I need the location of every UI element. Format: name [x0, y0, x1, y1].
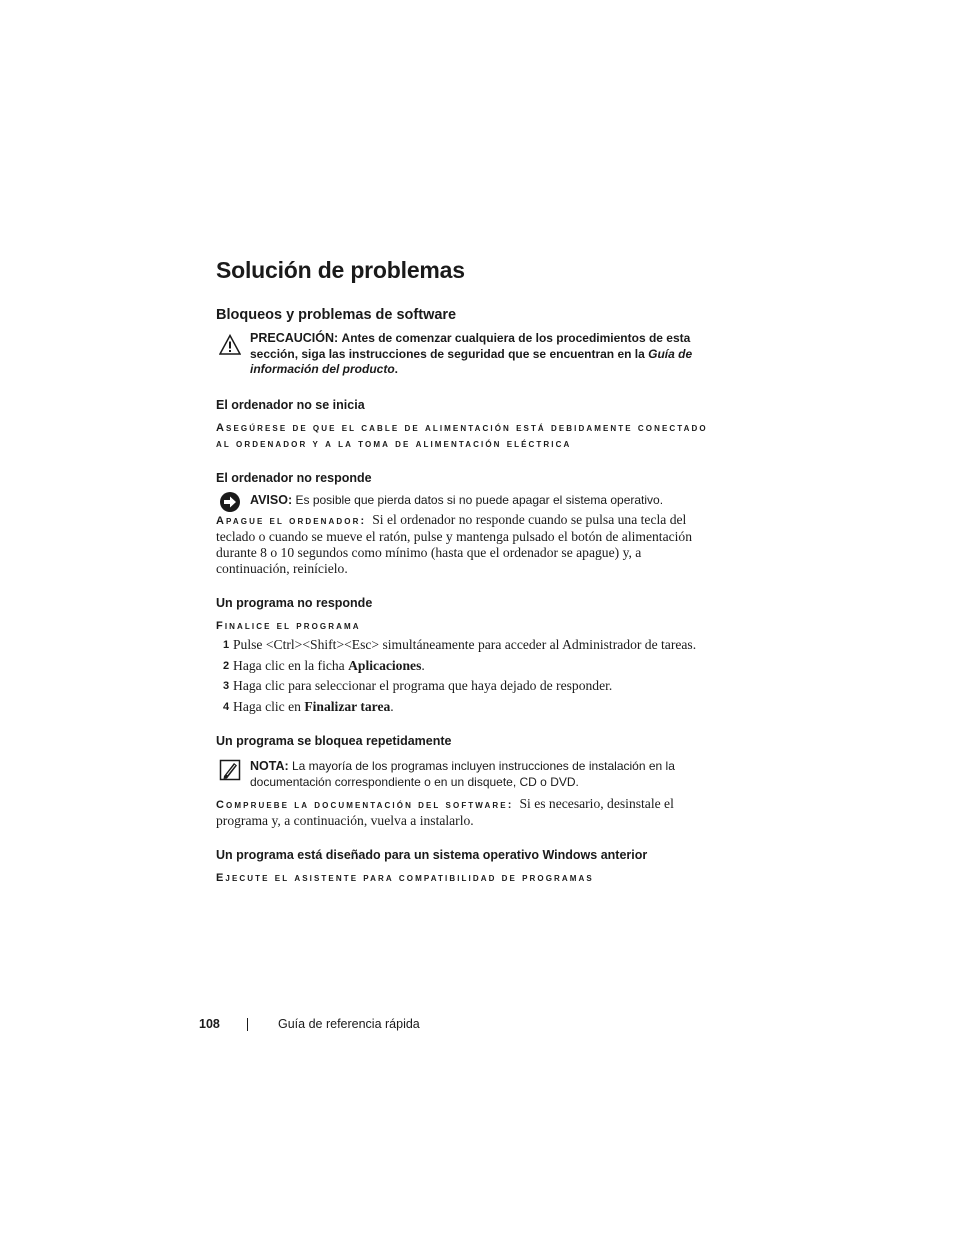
page-title: Solución de problemas — [216, 257, 465, 283]
step-bold-term: Aplicaciones — [348, 657, 422, 673]
step-item — [216, 637, 712, 654]
action-check-docs-paragraph — [216, 796, 712, 829]
warning-triangle-icon — [219, 334, 241, 356]
notice-arrow-icon — [219, 491, 241, 513]
footer-doc-title: Guía de referencia rápida — [278, 1017, 420, 1031]
section-title: Bloqueos y problemas de software — [216, 307, 457, 323]
heading-program-crashes: Un programa se bloquea repetidamente — [216, 734, 452, 748]
action-shutdown-paragraph — [216, 512, 712, 577]
caution-notice — [216, 331, 712, 378]
action-run-compat-wizard: Ejecute el asistente para compatibilidad de programas — [216, 872, 594, 884]
step-text: Haga clic para seleccionar el programa que haya dejado de responder. — [233, 678, 613, 693]
action-check-docs-text: Si es necesario, desinstale el programa y, a continuación, vuelva a instalarlo. — [216, 796, 674, 828]
page-number: 108 — [199, 1017, 220, 1031]
step-item — [216, 699, 712, 716]
action-shutdown-label: Apague el ordenador: — [216, 515, 367, 527]
action-shutdown-text: Si el ordenador no responde cuando se pulsa una tecla del teclado o cuando se mueve el ratón, pulse y mantenga pulsado el botón de alimentación durante 8 o 10 segundos como mínimo (hasta que el ordenador se apague) y, a continuación, reinícielo. — [216, 512, 693, 576]
caution-text: Antes de comenzar cualquiera de los procedimientos de esta sección, siga las instrucciones de seguridad que se encuentran en la — [250, 331, 691, 361]
step-text: Pulse <Ctrl><Shift><Esc> simultáneamente para acceder al Administrador de tareas. — [233, 637, 697, 652]
step-bold-term: Finalizar tarea — [304, 698, 391, 714]
heading-no-response: El ordenador no responde — [216, 470, 372, 485]
action-end-program: Finalice el programa — [216, 620, 361, 632]
note-pencil-icon — [219, 759, 241, 781]
step-number: 2 — [223, 659, 230, 672]
step-text-end: . — [390, 698, 394, 714]
action-check-power-cable: Asegúrese de que el cable de alimentación está debidamente conectado al ordenador y a la toma de alimentación eléctrica — [216, 421, 708, 450]
step-text: Haga clic en — [233, 698, 305, 714]
step-number: 3 — [223, 680, 230, 692]
heading-older-windows: Un programa está diseñado para un sistema operativo Windows anterior — [216, 848, 648, 862]
step-number: 4 — [223, 700, 230, 713]
caution-text-end: . — [394, 362, 399, 376]
caution-label: PRECAUCIÓN: — [250, 331, 339, 345]
heading-no-start: El ordenador no se inicia — [216, 397, 365, 412]
notice-label: AVISO: — [250, 492, 293, 507]
note-label: NOTA: — [250, 759, 289, 773]
step-number: 1 — [223, 639, 230, 651]
step-text-end: . — [421, 657, 425, 673]
step-text: Haga clic en la ficha — [233, 657, 349, 673]
note-notice — [216, 759, 712, 790]
footer-separator — [247, 1018, 248, 1031]
heading-program-no-response: Un programa no responde — [216, 596, 373, 610]
step-item — [216, 678, 712, 695]
action-check-docs-label: Compruebe la documentación del software: — [216, 799, 514, 811]
note-text: La mayoría de los programas incluyen instrucciones de instalación en la documentación correspondiente o en un disquete, CD o DVD. — [250, 759, 675, 789]
notice-aviso — [216, 493, 712, 509]
caution-guide-title: Guía de información del producto — [250, 346, 693, 376]
step-item — [216, 658, 712, 675]
page-content — [216, 252, 712, 886]
notice-text: Es posible que pierda datos si no puede apagar el sistema operativo. — [295, 492, 664, 507]
steps-list — [216, 637, 712, 715]
